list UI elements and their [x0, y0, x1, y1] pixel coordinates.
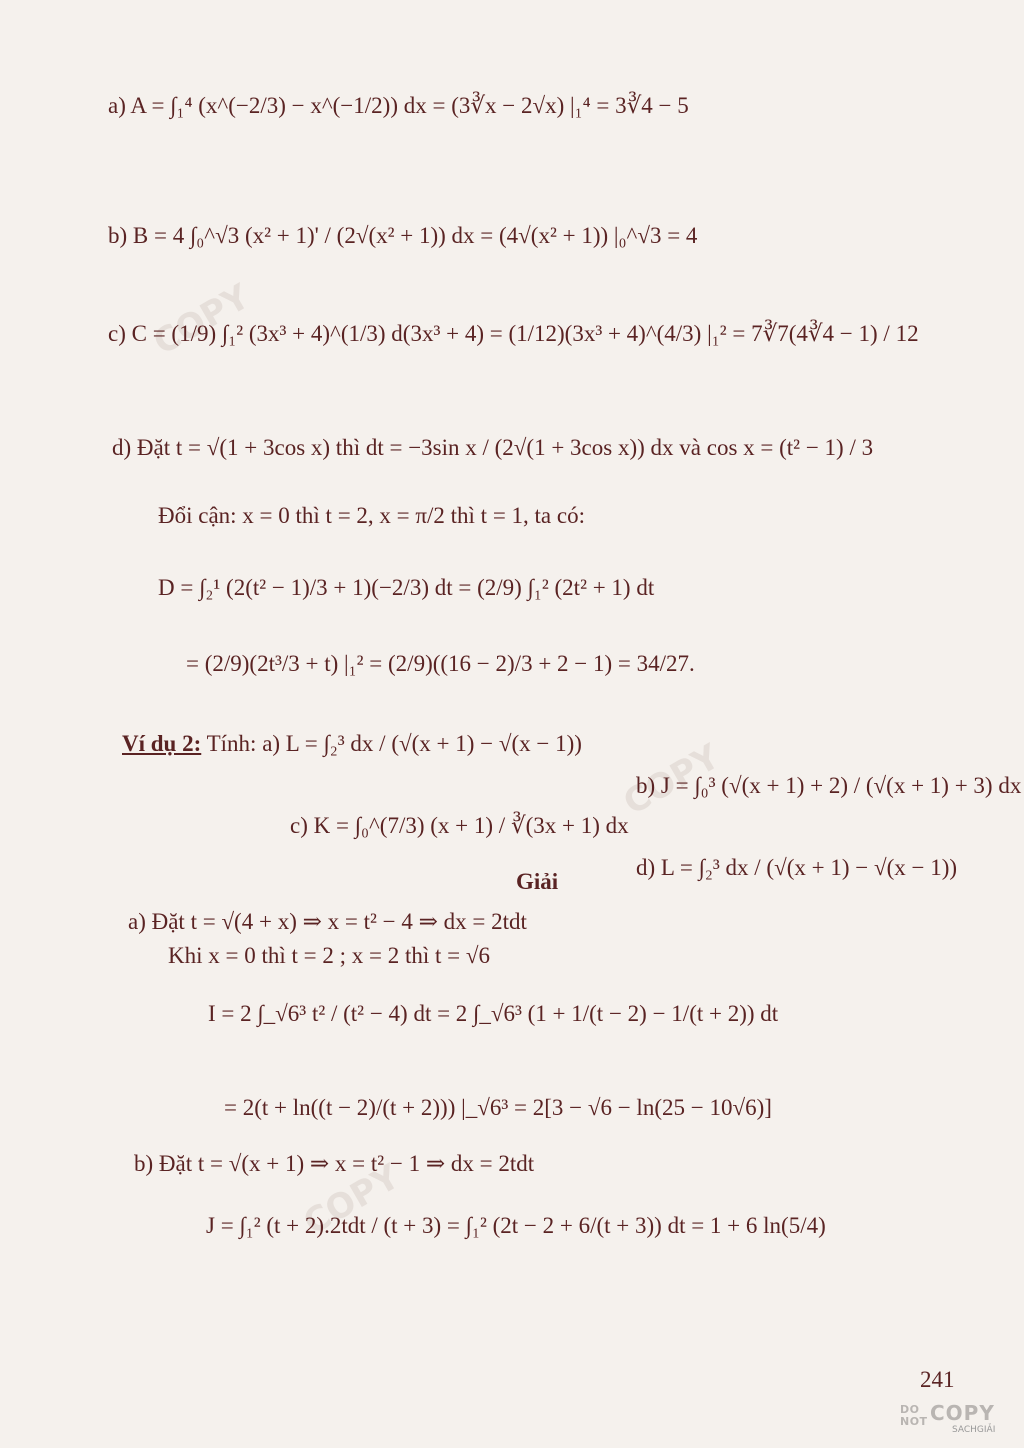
- solution-a-bounds: Khi x = 0 thì t = 2 ; x = 2 thì t = √6: [168, 943, 490, 968]
- background-watermark-3: COPY: [296, 1156, 407, 1244]
- example-part-d: d) L = ∫₂³ dx / (√(x + 1) − √(x − 1)): [636, 855, 958, 880]
- formula-d-result: = (2/9)(2t³/3 + t) |₁² = (2/9)((16 − 2)/3 + 2 − 1) = 34/27.: [186, 651, 695, 676]
- logo-text-do: DO: [900, 1403, 920, 1416]
- solution-b-result: J = ∫₁² (t + 2).2tdt / (t + 3) = ∫₁² (2t − 2 + 6/(t + 3)) dt = 1 + 6 ln(5/4): [206, 1213, 826, 1238]
- logo-text-copy: COPY: [930, 1401, 995, 1425]
- formula-d-integral: D = ∫₂¹ (2(t² − 1)/3 + 1)(−2/3) dt = (2/9) ∫₁² (2t² + 1) dt: [158, 575, 655, 600]
- formula-a: a) A = ∫₁⁴ (x^(−2/3) − x^(−1/2)) dx = (3∛x − 2√x) |₁⁴ = 3∛4 − 5: [108, 93, 689, 118]
- background-watermark-2: COPY: [616, 736, 727, 824]
- formula-b: b) B = 4 ∫₀^√3 (x² + 1)' / (2√(x² + 1)) dx = (4√(x² + 1)) |₀^√3 = 4: [108, 223, 698, 248]
- solution-b-substitution: b) Đặt t = √(x + 1) ⇒ x = t² − 1 ⇒ dx = 2tdt: [134, 1151, 535, 1176]
- formula-c: c) C = (1/9) ∫₁² (3x³ + 4)^(1/3) d(3x³ + 4) = (1/12)(3x³ + 4)^(4/3) |₁² = 7∛7(4∛4 − 1) / 12: [108, 321, 919, 346]
- solution-a-result: = 2(t + ln((t − 2)/(t + 2))) |_√6³ = 2[3 − √6 − ln(25 − 10√6)]: [224, 1095, 772, 1120]
- logo-text-not: NOT: [900, 1415, 928, 1428]
- example-part-c: c) K = ∫₀^(7/3) (x + 1) / ∛(3x + 1) dx: [290, 813, 629, 838]
- solution-a-integral: I = 2 ∫_√6³ t² / (t² − 4) dt = 2 ∫_√6³ (1 + 1/(t − 2) − 1/(t + 2)) dt: [208, 1001, 779, 1026]
- background-watermark-1: COPY: [146, 276, 257, 364]
- example-2-heading: [122, 732, 582, 755]
- example-part-b: b) J = ∫₀³ (√(x + 1) + 2) / (√(x + 1) + 3) dx: [636, 773, 1022, 798]
- logo-brand: SACHGIẢI: [952, 1425, 996, 1435]
- solution-a-substitution: a) Đặt t = √(4 + x) ⇒ x = t² − 4 ⇒ dx = 2tdt: [128, 909, 527, 934]
- page-number: 241: [920, 1367, 955, 1392]
- example-label: Ví dụ 2:: [122, 731, 202, 756]
- do-not-copy-logo: [900, 1402, 1010, 1436]
- example-part-a: a) L = ∫₂³ dx / (√(x + 1) − √(x − 1)): [262, 731, 582, 756]
- example-intro: Tính:: [206, 731, 257, 756]
- bounds-change: Đổi cận: x = 0 thì t = 2, x = π/2 thì t = 1, ta có:: [158, 503, 585, 528]
- solution-title: Giải: [516, 869, 559, 894]
- formula-d: d) Đặt t = √(1 + 3cos x) thì dt = −3sin x / (2√(1 + 3cos x)) dx và cos x = (t² − 1) / 3: [112, 435, 874, 460]
